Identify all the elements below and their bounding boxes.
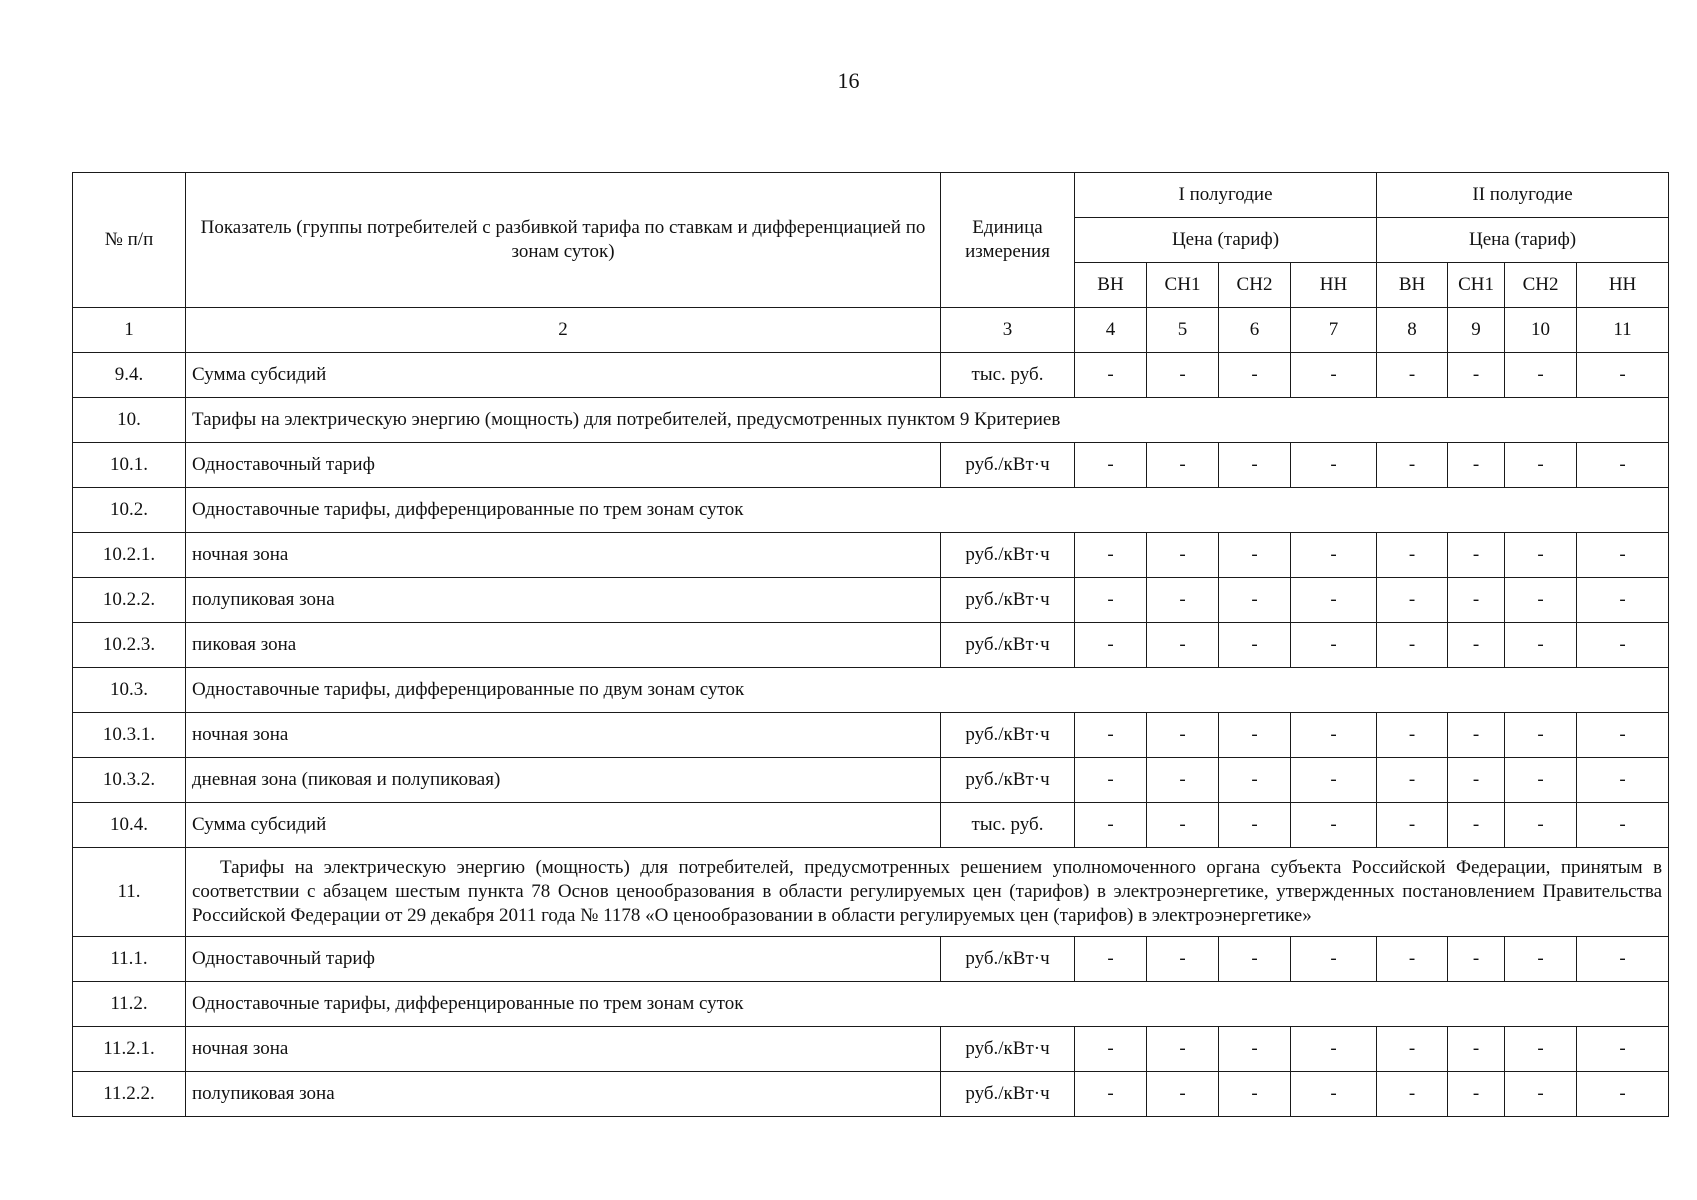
row-number: 10. [73,398,186,443]
row-unit: тыс. руб. [941,353,1075,398]
price-cell: - [1147,1027,1219,1072]
column-number: 11 [1577,308,1669,353]
table-row [73,443,1669,488]
price-cell: - [1075,578,1147,623]
price-cell: - [1075,353,1147,398]
price-cell: - [1219,623,1291,668]
column-number: 1 [73,308,186,353]
table-row [73,937,1669,982]
table-row [73,1027,1669,1072]
price-cell: - [1448,1072,1505,1117]
row-indicator: Одноставочные тарифы, дифференцированные по двум зонам суток [186,668,1669,713]
price-cell: - [1219,533,1291,578]
price-cell: - [1505,803,1577,848]
price-cell: - [1577,1027,1669,1072]
table-row [73,982,1669,1027]
header-half-2: II полугодие [1377,173,1669,218]
price-cell: - [1577,803,1669,848]
row-number: 10.3.1. [73,713,186,758]
table-row [73,398,1669,443]
column-number: 6 [1219,308,1291,353]
row-indicator: пиковая зона [186,623,941,668]
price-cell: - [1291,937,1377,982]
header-level: НН [1291,263,1377,308]
row-unit: руб./кВт·ч [941,937,1075,982]
price-cell: - [1147,1072,1219,1117]
row-indicator: Одноставочный тариф [186,443,941,488]
row-unit: руб./кВт·ч [941,578,1075,623]
row-number: 11.1. [73,937,186,982]
row-number: 10.1. [73,443,186,488]
row-number: 10.2.2. [73,578,186,623]
header-level: ВН [1075,263,1147,308]
price-cell: - [1219,443,1291,488]
price-cell: - [1377,713,1448,758]
row-number: 10.3. [73,668,186,713]
table-body [73,173,1669,1117]
row-indicator: Одноставочные тарифы, дифференцированные по трем зонам суток [186,982,1669,1027]
price-cell: - [1448,623,1505,668]
table-row [73,1072,1669,1117]
row-indicator: дневная зона (пиковая и полупиковая) [186,758,941,803]
price-cell: - [1448,758,1505,803]
price-cell: - [1505,1072,1577,1117]
price-cell: - [1505,937,1577,982]
price-cell: - [1377,1027,1448,1072]
row-unit: руб./кВт·ч [941,1072,1075,1117]
price-cell: - [1147,937,1219,982]
header-half-1: I полугодие [1075,173,1377,218]
price-cell: - [1147,803,1219,848]
price-cell: - [1219,1027,1291,1072]
header-level: СН2 [1219,263,1291,308]
row-unit: руб./кВт·ч [941,713,1075,758]
price-cell: - [1448,353,1505,398]
price-cell: - [1577,623,1669,668]
price-cell: - [1577,443,1669,488]
price-cell: - [1377,623,1448,668]
price-cell: - [1448,533,1505,578]
price-cell: - [1577,578,1669,623]
price-cell: - [1377,578,1448,623]
price-cell: - [1075,1027,1147,1072]
row-indicator: Тарифы на электрическую энергию (мощность) для потребителей, предусмотренных пунктом 9 Критериев [186,398,1669,443]
price-cell: - [1147,623,1219,668]
row-number: 11.2.2. [73,1072,186,1117]
price-cell: - [1147,443,1219,488]
price-cell: - [1075,937,1147,982]
price-cell: - [1505,713,1577,758]
price-cell: - [1075,623,1147,668]
column-number: 8 [1377,308,1448,353]
row-number: 10.3.2. [73,758,186,803]
price-cell: - [1448,803,1505,848]
row-indicator: Одноставочные тарифы, дифференцированные по трем зонам суток [186,488,1669,533]
row-indicator [186,848,1669,937]
price-cell: - [1448,578,1505,623]
column-numbers-row [73,308,1669,353]
price-cell: - [1448,443,1505,488]
header-price-1: Цена (тариф) [1075,218,1377,263]
header-price-2: Цена (тариф) [1377,218,1669,263]
row-indicator: Одноставочный тариф [186,937,941,982]
price-cell: - [1577,758,1669,803]
price-cell: - [1377,1072,1448,1117]
price-cell: - [1147,758,1219,803]
row-unit: руб./кВт·ч [941,623,1075,668]
price-cell: - [1291,578,1377,623]
table-row [73,713,1669,758]
price-cell: - [1291,443,1377,488]
row-indicator: ночная зона [186,713,941,758]
row-indicator: Сумма субсидий [186,803,941,848]
price-cell: - [1448,1027,1505,1072]
column-number: 2 [186,308,941,353]
price-cell: - [1577,353,1669,398]
column-number: 9 [1448,308,1505,353]
price-cell: - [1505,353,1577,398]
row-unit: руб./кВт·ч [941,1027,1075,1072]
price-cell: - [1505,758,1577,803]
table-row [73,668,1669,713]
price-cell: - [1448,713,1505,758]
row-number: 10.4. [73,803,186,848]
price-cell: - [1075,443,1147,488]
row-number: 11.2.1. [73,1027,186,1072]
header-indicator: Показатель (группы потребителей с разбивкой тарифа по ставкам и дифференциацией по зонам суток) [186,173,941,308]
price-cell: - [1577,937,1669,982]
price-cell: - [1219,1072,1291,1117]
price-cell: - [1448,937,1505,982]
price-cell: - [1505,623,1577,668]
price-cell: - [1377,443,1448,488]
row-indicator: полупиковая зона [186,578,941,623]
price-cell: - [1219,578,1291,623]
price-cell: - [1219,803,1291,848]
column-number: 5 [1147,308,1219,353]
price-cell: - [1219,758,1291,803]
header-level: ВН [1377,263,1448,308]
table-row [73,848,1669,937]
header-level: СН2 [1505,263,1577,308]
price-cell: - [1377,353,1448,398]
column-number: 10 [1505,308,1577,353]
row-number: 11.2. [73,982,186,1027]
price-cell: - [1291,533,1377,578]
price-cell: - [1291,623,1377,668]
column-number: 3 [941,308,1075,353]
price-cell: - [1377,533,1448,578]
row-indicator-text: Тарифы на электрическую энергию (мощность) для потребителей, предусмотренных решением уполномоченного органа субъекта Российской Федерации, принятым в соответствии с абзацем шестым пункта 78 Основ ценообразования в области регулируемых цен (тарифов) в электроэнергетике, утвержденных постановлением Правительства Российской Федерации от 29 декабря 2011 года № 1178 «О ценообразовании в области регулируемых цен (тарифов) в электроэнергетике» [192,857,1663,926]
price-cell: - [1291,713,1377,758]
table-row [73,758,1669,803]
header-unit: Единица измерения [941,173,1075,308]
column-number: 4 [1075,308,1147,353]
row-indicator: Сумма субсидий [186,353,941,398]
price-cell: - [1505,578,1577,623]
price-cell: - [1147,713,1219,758]
row-indicator: ночная зона [186,1027,941,1072]
row-unit: руб./кВт·ч [941,533,1075,578]
row-unit: тыс. руб. [941,803,1075,848]
price-cell: - [1291,1072,1377,1117]
price-cell: - [1577,533,1669,578]
price-cell: - [1505,1027,1577,1072]
table-row [73,623,1669,668]
row-number: 10.2. [73,488,186,533]
header-level: НН [1577,263,1669,308]
price-cell: - [1075,713,1147,758]
price-cell: - [1291,353,1377,398]
row-unit: руб./кВт·ч [941,443,1075,488]
table-row [73,803,1669,848]
header-level: СН1 [1147,263,1219,308]
price-cell: - [1505,443,1577,488]
row-unit: руб./кВт·ч [941,758,1075,803]
price-cell: - [1219,937,1291,982]
row-indicator: полупиковая зона [186,1072,941,1117]
row-number: 9.4. [73,353,186,398]
price-cell: - [1291,1027,1377,1072]
price-cell: - [1377,937,1448,982]
row-number: 10.2.3. [73,623,186,668]
price-cell: - [1577,1072,1669,1117]
price-cell: - [1147,578,1219,623]
price-cell: - [1075,533,1147,578]
price-cell: - [1147,533,1219,578]
header-row-1 [73,173,1669,218]
price-cell: - [1377,758,1448,803]
price-cell: - [1577,713,1669,758]
table-row [73,578,1669,623]
column-number: 7 [1291,308,1377,353]
price-cell: - [1219,713,1291,758]
header-level: СН1 [1448,263,1505,308]
row-number: 10.2.1. [73,533,186,578]
price-cell: - [1291,758,1377,803]
price-cell: - [1505,533,1577,578]
row-indicator: ночная зона [186,533,941,578]
table-row [73,488,1669,533]
price-cell: - [1147,353,1219,398]
row-number: 11. [73,848,186,937]
header-num: № п/п [73,173,186,308]
page-number: 16 [837,68,860,93]
price-cell: - [1377,803,1448,848]
price-cell: - [1075,803,1147,848]
price-cell: - [1219,353,1291,398]
price-cell: - [1291,803,1377,848]
tariff-table [72,172,1669,1117]
price-cell: - [1075,1072,1147,1117]
table-row [73,533,1669,578]
table-row [73,353,1669,398]
price-cell: - [1075,758,1147,803]
